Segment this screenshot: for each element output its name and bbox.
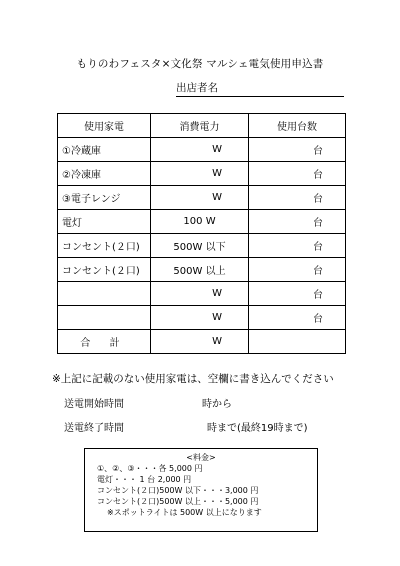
- end-time-label: 送電終了時間: [64, 423, 124, 434]
- header-count: 使用台数: [249, 114, 346, 138]
- appliance-cell[interactable]: [58, 282, 151, 306]
- start-time-label: 送電開始時間: [64, 399, 124, 410]
- applicant-name-field[interactable]: 出店者名: [176, 80, 344, 97]
- count-cell[interactable]: 台: [249, 306, 346, 330]
- appliance-cell[interactable]: [58, 306, 151, 330]
- power-cell[interactable]: W: [151, 162, 249, 186]
- total-power-cell[interactable]: W: [151, 330, 249, 354]
- power-cell[interactable]: 500W 以下: [151, 234, 249, 258]
- table-row: [58, 258, 346, 282]
- appliance-cell[interactable]: コンセント(２口): [58, 234, 151, 258]
- fee-line: ①、②、③・・・各 5,000 円: [97, 464, 203, 473]
- table-row: [58, 282, 346, 306]
- power-cell[interactable]: 100 W: [151, 210, 249, 234]
- total-label: 合 計: [58, 330, 151, 354]
- table-row: [58, 162, 346, 186]
- count-cell[interactable]: 台: [249, 138, 346, 162]
- appliance-cell[interactable]: コンセント(２口): [58, 258, 151, 282]
- fee-line: コンセント(２口)500W 以下・・・3,000 円: [97, 486, 259, 495]
- count-cell[interactable]: 台: [249, 234, 346, 258]
- power-cell[interactable]: 500W 以上: [151, 258, 249, 282]
- fee-line: コンセント(２口)500W 以上・・・5,000 円: [97, 497, 259, 506]
- fee-box: [84, 448, 318, 532]
- count-cell[interactable]: 台: [249, 258, 346, 282]
- table-header-row: [58, 114, 346, 138]
- power-cell[interactable]: W: [151, 306, 249, 330]
- table-row: [58, 306, 346, 330]
- table-row: [58, 234, 346, 258]
- power-cell[interactable]: W: [151, 282, 249, 306]
- appliance-cell[interactable]: ①冷蔵庫: [58, 138, 151, 162]
- fee-line: 電灯・・・ 1 台 2,000 円: [97, 475, 192, 484]
- total-row: [58, 330, 346, 354]
- appliance-cell[interactable]: 電灯: [58, 210, 151, 234]
- count-cell[interactable]: 台: [249, 282, 346, 306]
- appliance-cell[interactable]: ③電子レンジ: [58, 186, 151, 210]
- table-row: [58, 186, 346, 210]
- count-cell[interactable]: 台: [249, 210, 346, 234]
- table-row: [58, 210, 346, 234]
- end-time-field[interactable]: 時まで(最終19時まで): [207, 423, 308, 434]
- count-cell[interactable]: 台: [249, 186, 346, 210]
- form-title: もりのわフェスタ×文化祭 マルシェ電気使用申込書: [76, 58, 324, 70]
- power-cell[interactable]: W: [151, 138, 249, 162]
- instruction-note: ※上記に記載のない使用家電は、空欄に書き込んでください: [52, 373, 334, 385]
- start-time-field[interactable]: 時から: [202, 399, 232, 410]
- fee-title: <料金>: [186, 453, 216, 462]
- power-cell[interactable]: W: [151, 186, 249, 210]
- table-row: [58, 138, 346, 162]
- appliance-table: [57, 113, 346, 354]
- fee-note: ※スポットライトは 500W 以上になります: [107, 508, 262, 517]
- header-power: 消費電力: [151, 114, 249, 138]
- appliance-cell[interactable]: ②冷凍庫: [58, 162, 151, 186]
- count-cell[interactable]: 台: [249, 162, 346, 186]
- total-count-cell: [249, 330, 346, 354]
- header-appliance: 使用家電: [58, 114, 151, 138]
